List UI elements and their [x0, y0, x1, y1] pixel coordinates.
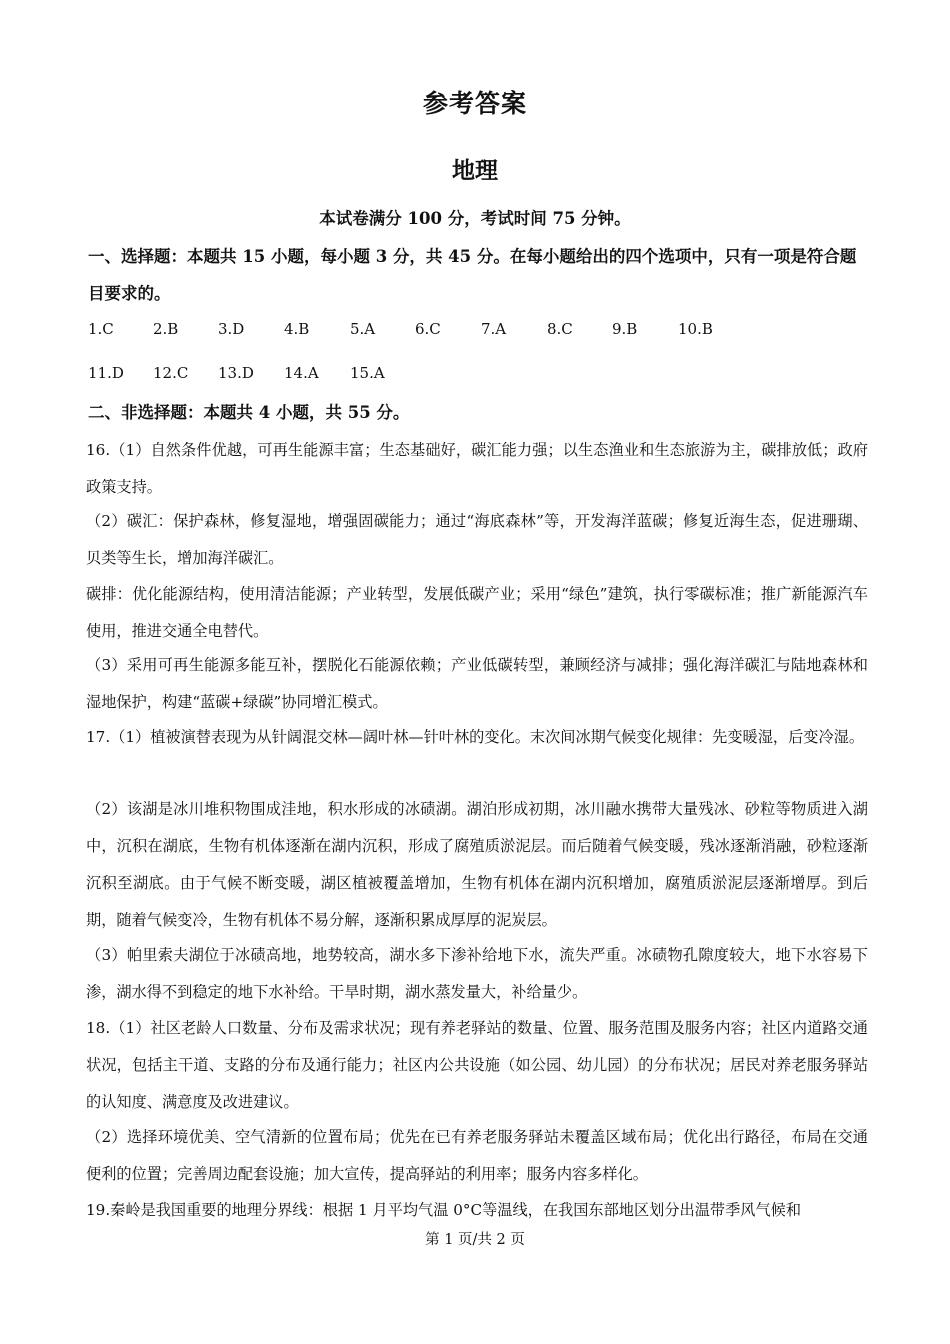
- answer-item: 4.B: [284, 320, 310, 338]
- answer-item: 11.D: [88, 364, 124, 382]
- answer-item: 1.C: [88, 320, 114, 338]
- answer-paragraph: （2）该湖是冰川堆积物围成洼地，积水形成的冰碛湖。湖泊形成初期，冰川融水携带大量残冰、砂粒等物质进入湖中，沉积在湖底，生物有机体逐渐在湖内沉积，形成了腐殖质淤泥层。而后随着气候变暖，残冰逐渐消融，砂粒逐渐沉积至湖底。由于气候不断变暖，湖区植被覆盖增加，生物有机体在湖内沉积增加，腐殖质淤泥层逐渐增厚。到后期，随着气候变冷，生物有机体不易分解，逐渐积累成厚厚的泥炭层。: [86, 800, 868, 929]
- answer-paragraph: （2）选择环境优美、空气清新的位置布局；优先在已有养老服务驿站未覆盖区域布局；优化出行路径，布局在交通便利的位置；完善周边配套设施；加大宣传，提高驿站的利用率；服务内容多样化。: [86, 1128, 868, 1183]
- answer-item: 3.D: [218, 320, 245, 338]
- answer-item: 6.C: [415, 320, 441, 338]
- answer-item: 12.C: [153, 364, 189, 382]
- answer-paragraph: （3）采用可再生能源多能互补，摆脱化石能源依赖；产业低碳转型，兼顾经济与减排；强化海洋碳汇与陆地森林和湿地保护，构建“蓝碳+绿碳”协同增汇模式。: [86, 656, 868, 711]
- answer-paragraph: 碳排：优化能源结构，使用清洁能源；产业转型，发展低碳产业；采用“绿色”建筑，执行零碳标准；推广新能源汽车使用，推进交通全电替代。: [86, 585, 868, 640]
- answer-item: 9.B: [612, 320, 638, 338]
- answer-item: 10.B: [678, 320, 713, 338]
- answer-item: 2.B: [153, 320, 179, 338]
- exam-info: 本试卷满分 100 分，考试时间 75 分钟。: [319, 209, 631, 228]
- answer-paragraph: 18.（1）社区老龄人口数量、分布及需求状况；现有养老驿站的数量、位置、服务范围及服务内容；社区内道路交通状况，包括主干道、支路的分布及通行能力；社区内公共设施（如公园、幼儿园）的分布状况；居民对养老服务驿站的认知度、满意度及改进建议。: [86, 1019, 868, 1111]
- answer-paragraph: 16.（1）自然条件优越，可再生能源丰富；生态基础好，碳汇能力强；以生态渔业和生态旅游为主，碳排放低；政府政策支持。: [86, 441, 868, 496]
- subject-title: 地理: [452, 158, 498, 184]
- answer-item: 15.A: [350, 364, 385, 382]
- page-footer: 第 1 页/共 2 页: [425, 1232, 525, 1248]
- section-1-heading: 一、选择题：本题共 15 小题，每小题 3 分，共 45 分。在每小题给出的四个选项中，只有一项是符合题目要求的。: [88, 247, 857, 303]
- answer-paragraph: （3）帕里索夫湖位于冰碛高地，地势较高，湖水多下渗补给地下水，流失严重。冰碛物孔隙度较大，地下水容易下渗，湖水得不到稳定的地下水补给。干旱时期，湖水蒸发量大，补给量少。: [86, 946, 868, 1001]
- answer-paragraph: 19.秦岭是我国重要的地理分界线：根据 1 月平均气温 0°C等温线，在我国东部地区划分出温带季风气候和: [86, 1201, 802, 1219]
- answer-item: 13.D: [218, 364, 254, 382]
- answer-item: 7.A: [481, 320, 507, 338]
- page-title: 参考答案: [422, 89, 527, 118]
- section-2-heading: 二、非选择题：本题共 4 小题，共 55 分。: [88, 403, 410, 422]
- answer-item: 8.C: [547, 320, 573, 338]
- answer-paragraph: （2）碳汇：保护森林，修复湿地，增强固碳能力；通过“海底森林”等，开发海洋蓝碳；修复近海生态，促进珊瑚、贝类等生长，增加海洋碳汇。: [86, 512, 868, 567]
- answer-paragraph: 17.（1）植被演替表现为从针阔混交林—阔叶林—针叶林的变化。末次间冰期气候变化规律：先变暖湿，后变冷湿。: [86, 728, 865, 746]
- answer-item: 5.A: [350, 320, 376, 338]
- answer-item: 14.A: [284, 364, 319, 382]
